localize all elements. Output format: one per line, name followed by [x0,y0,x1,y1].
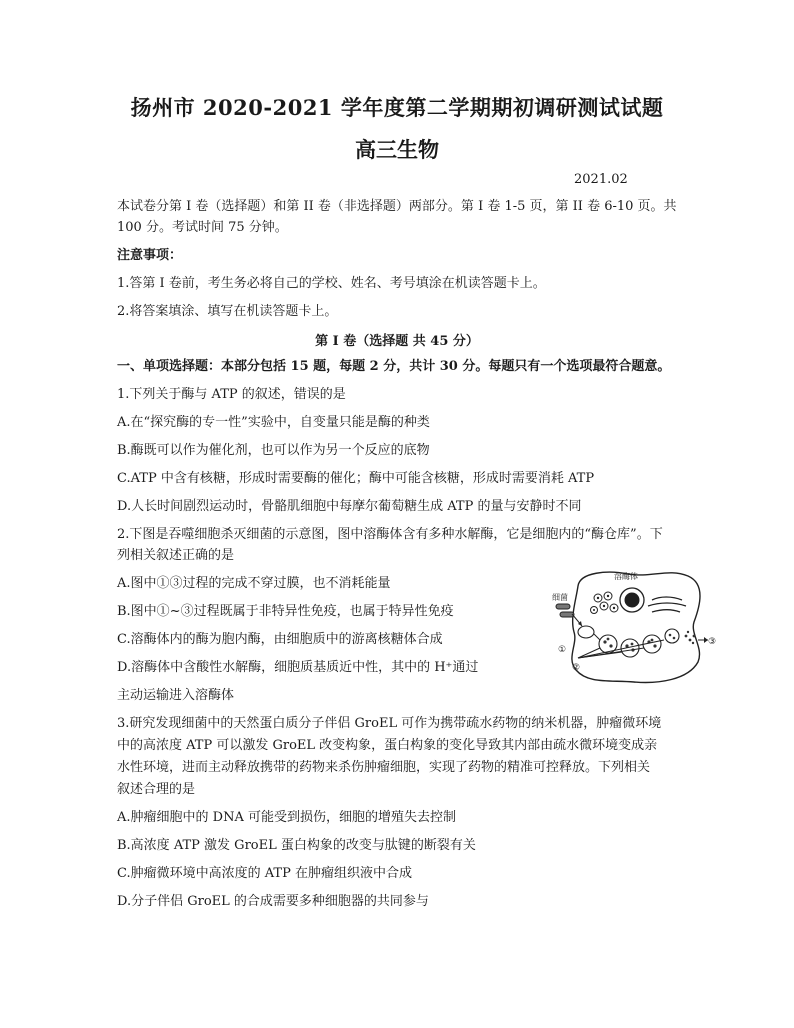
q2-option-d-continued: 主动运输进入溶酶体 [117,688,235,703]
exam-date: 2021.02 [574,172,628,187]
q3-option-c: C.肿瘤微环境中高浓度的 ATP 在肿瘤组织液中合成 [117,866,412,881]
intro-line-1: 本试卷分第 I 卷（选择题）和第 II 卷（非选择题）两部分。第 I 卷 1-5 页，第 II 卷 6-10 页。共 [117,199,677,214]
notice-item-2: 2.将答案填涂、填写在机读答题卡上。 [117,304,338,319]
golgi-stack [648,597,686,612]
phagosomes [578,626,679,657]
q3-stem-line-1: 3.研究发现细菌中的天然蛋白质分子伴侣 GroEL 可作为携带疏水药物的纳米机器，肿瘤微环境 [117,716,662,731]
label-process-3: ③ [708,637,717,647]
label-bacteria: 细菌 [552,593,568,602]
q2-option-c: C.溶酶体内的酶为胞内酶，由细胞质中的游离核糖体合成 [117,632,443,647]
q1-option-a: A.在“探究酶的专一性”实验中，自变量只能是酶的种类 [117,415,430,430]
bacteria-icon [556,604,574,617]
q1-option-b: B.酶既可以作为催化剂，也可以作为另一个反应的底物 [117,443,430,458]
nucleolus [625,593,640,608]
notice-heading: 注意事项： [117,248,183,263]
exam-title: 扬州市 2020-2021 学年度第二学期期初调研测试试题 [130,95,664,120]
q2-stem-line-2: 列相关叙述正确的是 [117,548,235,563]
intro-line-2: 100 分。考试时间 75 分钟。 [117,220,288,235]
q3-stem-line-2: 中的高浓度 ATP 可以激发 GroEL 改变构象，蛋白构象的变化导致其内部由疏水微环境变成亲 [117,738,658,753]
q3-stem-line-4: 叙述合理的是 [117,782,196,797]
q1-option-c: C.ATP 中含有核糖，形成时需要酶的催化；酶中可能含核糖，形成时需要消耗 ATP [117,471,595,486]
q2-option-b: B.图中①~③过程既属于非特异性免疫，也属于特异性免疫 [117,604,454,619]
q1-option-d: D.人长时间剧烈运动时，骨骼肌细胞中每摩尔葡萄糖生成 ATP 的量与安静时不同 [117,499,582,514]
q3-option-b: B.高浓度 ATP 激发 GroEL 蛋白构象的改变与肽键的断裂有关 [117,838,476,853]
q2-stem-line-1: 2.下图是吞噬细胞杀灭细菌的示意图，图中溶酶体含有多种水解酶，它是细胞内的“酶仓库”。下 [117,527,663,542]
exam-subject: 高三生物 [355,137,439,162]
notice-item-1: 1.答第 I 卷前，考生务必将自己的学校、姓名、考号填涂在机读答题卡上。 [117,276,546,291]
section-title: 第 I 卷（选择题 共 45 分） [315,334,479,349]
part-heading: 一、单项选择题：本部分包括 15 题，每题 2 分，共计 30 分。每题只有一个选项最符合题意。 [117,359,671,374]
q3-option-a: A.肿瘤细胞中的 DNA 可能受到损伤，细胞的增殖失去控制 [117,810,456,825]
q2-option-d: D.溶酶体中含酸性水解酶，细胞质基质近中性，其中的 H⁺通过 [117,660,479,675]
q3-option-d: D.分子伴侣 GroEL 的合成需要多种细胞器的共同参与 [117,894,429,909]
q3-stem-line-3: 水性环境，进而主动释放携带的药物来杀伤肿瘤细胞，实现了药物的精准可控释放。下列相关 [117,760,651,775]
q2-option-a: A.图中①③过程的完成不穿过膜，也不消耗能量 [117,576,391,591]
label-process-2: ② [572,663,581,673]
phagocyte-diagram [548,566,718,688]
label-lysosome: 溶酶体 [614,572,638,581]
label-process-1: ① [558,645,567,655]
q1-stem: 1.下列关于酶与 ATP 的叙述，错误的是 [117,387,346,402]
